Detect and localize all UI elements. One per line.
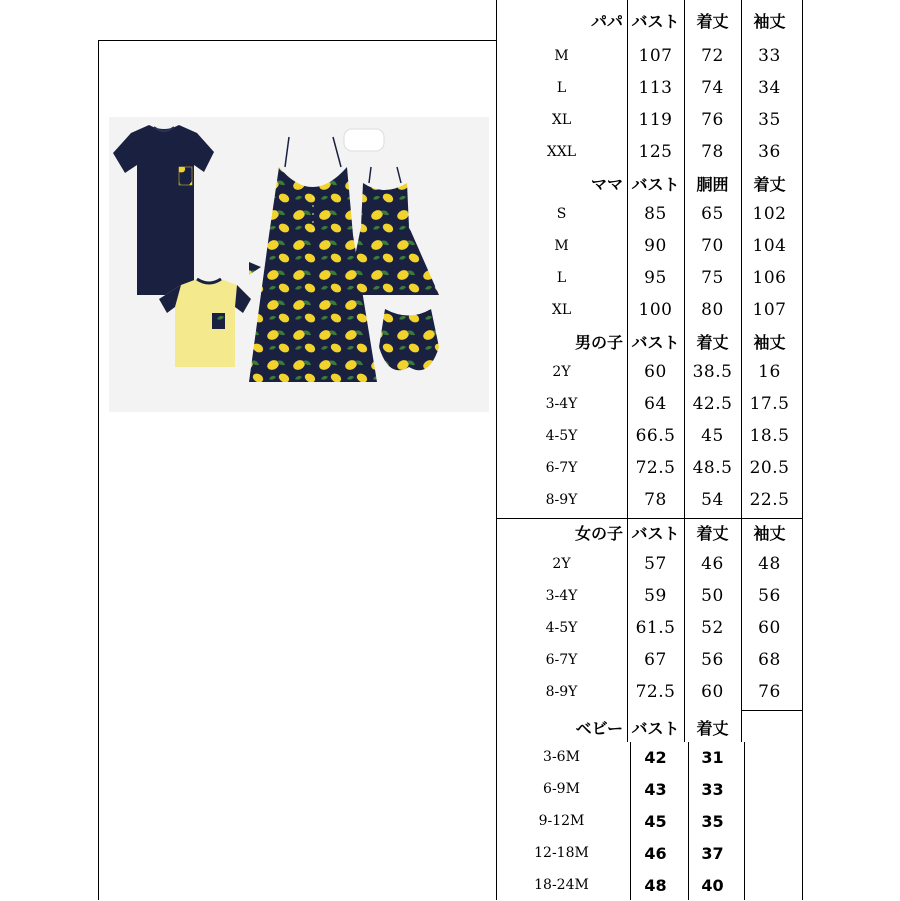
value-cell: 78 bbox=[701, 142, 724, 162]
grid-line bbox=[688, 742, 689, 900]
value-cell: 37 bbox=[701, 843, 724, 863]
frame-left-line bbox=[98, 40, 99, 900]
size-label: 4-5Y bbox=[545, 428, 578, 444]
header-label: パパ bbox=[590, 11, 623, 31]
value-cell: 102 bbox=[752, 204, 787, 224]
value-cell: 106 bbox=[752, 268, 787, 288]
table-row bbox=[496, 612, 802, 644]
header-col-3: 袖丈 bbox=[753, 523, 786, 543]
value-cell: 56 bbox=[701, 650, 724, 670]
value-cell: 42.5 bbox=[692, 394, 733, 414]
table-row bbox=[496, 420, 802, 452]
table-row bbox=[496, 580, 802, 612]
value-cell: 60 bbox=[644, 362, 667, 382]
value-cell: 67 bbox=[644, 650, 667, 670]
value-cell: 76 bbox=[701, 110, 724, 130]
table-row bbox=[496, 136, 802, 168]
value-cell: 34 bbox=[758, 78, 781, 98]
header-col-3: 袖丈 bbox=[753, 11, 786, 31]
size-label: 2Y bbox=[552, 364, 571, 380]
value-cell: 66.5 bbox=[635, 426, 676, 446]
value-cell: 48.5 bbox=[692, 458, 733, 478]
size-label: M bbox=[554, 238, 569, 254]
value-cell: 46 bbox=[701, 554, 724, 574]
value-cell: 46 bbox=[644, 843, 667, 863]
value-cell: 74 bbox=[701, 78, 724, 98]
value-cell: 16 bbox=[758, 362, 781, 382]
value-cell: 107 bbox=[638, 46, 673, 66]
grid-line bbox=[744, 742, 745, 900]
value-cell: 60 bbox=[701, 682, 724, 702]
size-table bbox=[496, 0, 802, 901]
table-row bbox=[496, 837, 802, 869]
size-label: 4-5Y bbox=[545, 620, 578, 636]
table-row bbox=[496, 230, 802, 262]
table-row bbox=[496, 294, 802, 326]
value-cell: 57 bbox=[644, 554, 667, 574]
value-cell: 40 bbox=[701, 875, 724, 895]
table-row bbox=[496, 676, 802, 708]
grid-line bbox=[496, 518, 802, 519]
table-row bbox=[496, 548, 802, 580]
value-cell: 31 bbox=[701, 747, 724, 767]
header-col-1: バスト bbox=[631, 174, 680, 194]
value-cell: 119 bbox=[638, 110, 673, 130]
header-label: 男の子 bbox=[574, 332, 623, 352]
header-col-2: 着丈 bbox=[696, 719, 729, 738]
size-label: XL bbox=[551, 302, 572, 318]
value-cell: 125 bbox=[638, 142, 673, 162]
value-cell: 18.5 bbox=[749, 426, 790, 446]
size-label: XL bbox=[551, 112, 572, 128]
section-header-dad bbox=[496, 0, 802, 40]
header-label: ママ bbox=[590, 174, 623, 194]
value-cell: 61.5 bbox=[635, 618, 676, 638]
header-col-1: バスト bbox=[631, 523, 680, 543]
header-col-3: 袖丈 bbox=[753, 332, 786, 352]
value-cell: 42 bbox=[644, 747, 667, 767]
table-row bbox=[496, 72, 802, 104]
value-cell: 75 bbox=[701, 268, 724, 288]
table-row bbox=[496, 644, 802, 676]
header-col-3: 着丈 bbox=[753, 174, 786, 194]
table-row bbox=[496, 805, 802, 837]
size-label: 6-7Y bbox=[545, 652, 578, 668]
value-cell: 68 bbox=[758, 650, 781, 670]
table-row bbox=[496, 198, 802, 230]
family-outfit-illustration bbox=[109, 117, 489, 412]
value-cell: 38.5 bbox=[692, 362, 733, 382]
value-cell: 72.5 bbox=[635, 458, 676, 478]
grid-line bbox=[630, 742, 631, 900]
value-cell: 48 bbox=[644, 875, 667, 895]
value-cell: 60 bbox=[758, 618, 781, 638]
grid-line bbox=[627, 0, 628, 742]
size-label: M bbox=[554, 48, 569, 64]
value-cell: 65 bbox=[701, 204, 724, 224]
product-photo bbox=[109, 117, 489, 412]
value-cell: 72 bbox=[701, 46, 724, 66]
table-row bbox=[496, 262, 802, 294]
value-cell: 59 bbox=[644, 586, 667, 606]
value-cell: 43 bbox=[644, 779, 667, 799]
table-row bbox=[496, 484, 802, 516]
value-cell: 70 bbox=[701, 236, 724, 256]
size-label: 6-7Y bbox=[545, 460, 578, 476]
grid-line bbox=[741, 710, 802, 711]
size-label: 3-6M bbox=[543, 749, 580, 765]
size-label: 12-18M bbox=[534, 845, 589, 861]
value-cell: 36 bbox=[758, 142, 781, 162]
value-cell: 72.5 bbox=[635, 682, 676, 702]
header-col-2: 胴囲 bbox=[696, 174, 729, 194]
size-label: 8-9Y bbox=[545, 684, 578, 700]
value-cell: 52 bbox=[701, 618, 724, 638]
header-col-1: バスト bbox=[631, 11, 680, 31]
value-cell: 90 bbox=[644, 236, 667, 256]
value-cell: 56 bbox=[758, 586, 781, 606]
size-label: 9-12M bbox=[538, 813, 585, 829]
value-cell: 85 bbox=[644, 204, 667, 224]
value-cell: 33 bbox=[701, 779, 724, 799]
header-col-1: バスト bbox=[631, 332, 680, 352]
size-label: 18-24M bbox=[534, 877, 589, 893]
table-row bbox=[496, 356, 802, 388]
value-cell: 78 bbox=[644, 490, 667, 510]
value-cell: 45 bbox=[701, 426, 724, 446]
value-cell: 48 bbox=[758, 554, 781, 574]
header-label: 女の子 bbox=[574, 523, 623, 543]
value-cell: 20.5 bbox=[749, 458, 790, 478]
value-cell: 35 bbox=[758, 110, 781, 130]
value-cell: 107 bbox=[752, 300, 787, 320]
size-label: 6-9M bbox=[543, 781, 580, 797]
header-label: ベビー bbox=[575, 719, 623, 738]
value-cell: 35 bbox=[701, 811, 724, 831]
header-col-1: バスト bbox=[631, 719, 680, 738]
value-cell: 104 bbox=[752, 236, 787, 256]
value-cell: 17.5 bbox=[749, 394, 790, 414]
value-cell: 50 bbox=[701, 586, 724, 606]
section-header-mom bbox=[496, 168, 802, 198]
table-row bbox=[496, 869, 802, 901]
table-row bbox=[496, 452, 802, 484]
size-label: L bbox=[556, 80, 567, 96]
table-row bbox=[496, 773, 802, 805]
size-label: S bbox=[556, 206, 567, 222]
value-cell: 33 bbox=[758, 46, 781, 66]
table-row bbox=[496, 741, 802, 773]
size-label: 3-4Y bbox=[545, 588, 578, 604]
header-col-2: 着丈 bbox=[696, 332, 729, 352]
value-cell: 22.5 bbox=[749, 490, 790, 510]
value-cell: 100 bbox=[638, 300, 673, 320]
header-col-2: 着丈 bbox=[696, 523, 729, 543]
grid-line bbox=[684, 0, 685, 742]
value-cell: 113 bbox=[638, 78, 673, 98]
header-col-2: 着丈 bbox=[696, 11, 729, 31]
value-cell: 64 bbox=[644, 394, 667, 414]
value-cell: 76 bbox=[758, 682, 781, 702]
table-row bbox=[496, 104, 802, 136]
table-row bbox=[496, 388, 802, 420]
section-header-boy bbox=[496, 326, 802, 356]
value-cell: 54 bbox=[701, 490, 724, 510]
size-label: 8-9Y bbox=[545, 492, 578, 508]
frame-right-line bbox=[802, 0, 803, 900]
section-header-girl bbox=[496, 516, 802, 548]
value-cell: 80 bbox=[701, 300, 724, 320]
value-cell: 95 bbox=[644, 268, 667, 288]
size-label: L bbox=[556, 270, 567, 286]
frame-top-line bbox=[98, 40, 496, 41]
size-label: 2Y bbox=[552, 556, 571, 572]
value-cell: 45 bbox=[644, 811, 667, 831]
grid-line bbox=[741, 0, 742, 742]
table-row bbox=[496, 40, 802, 72]
section-header-baby bbox=[496, 708, 802, 741]
size-label: XXL bbox=[546, 144, 577, 160]
size-label: 3-4Y bbox=[545, 396, 578, 412]
